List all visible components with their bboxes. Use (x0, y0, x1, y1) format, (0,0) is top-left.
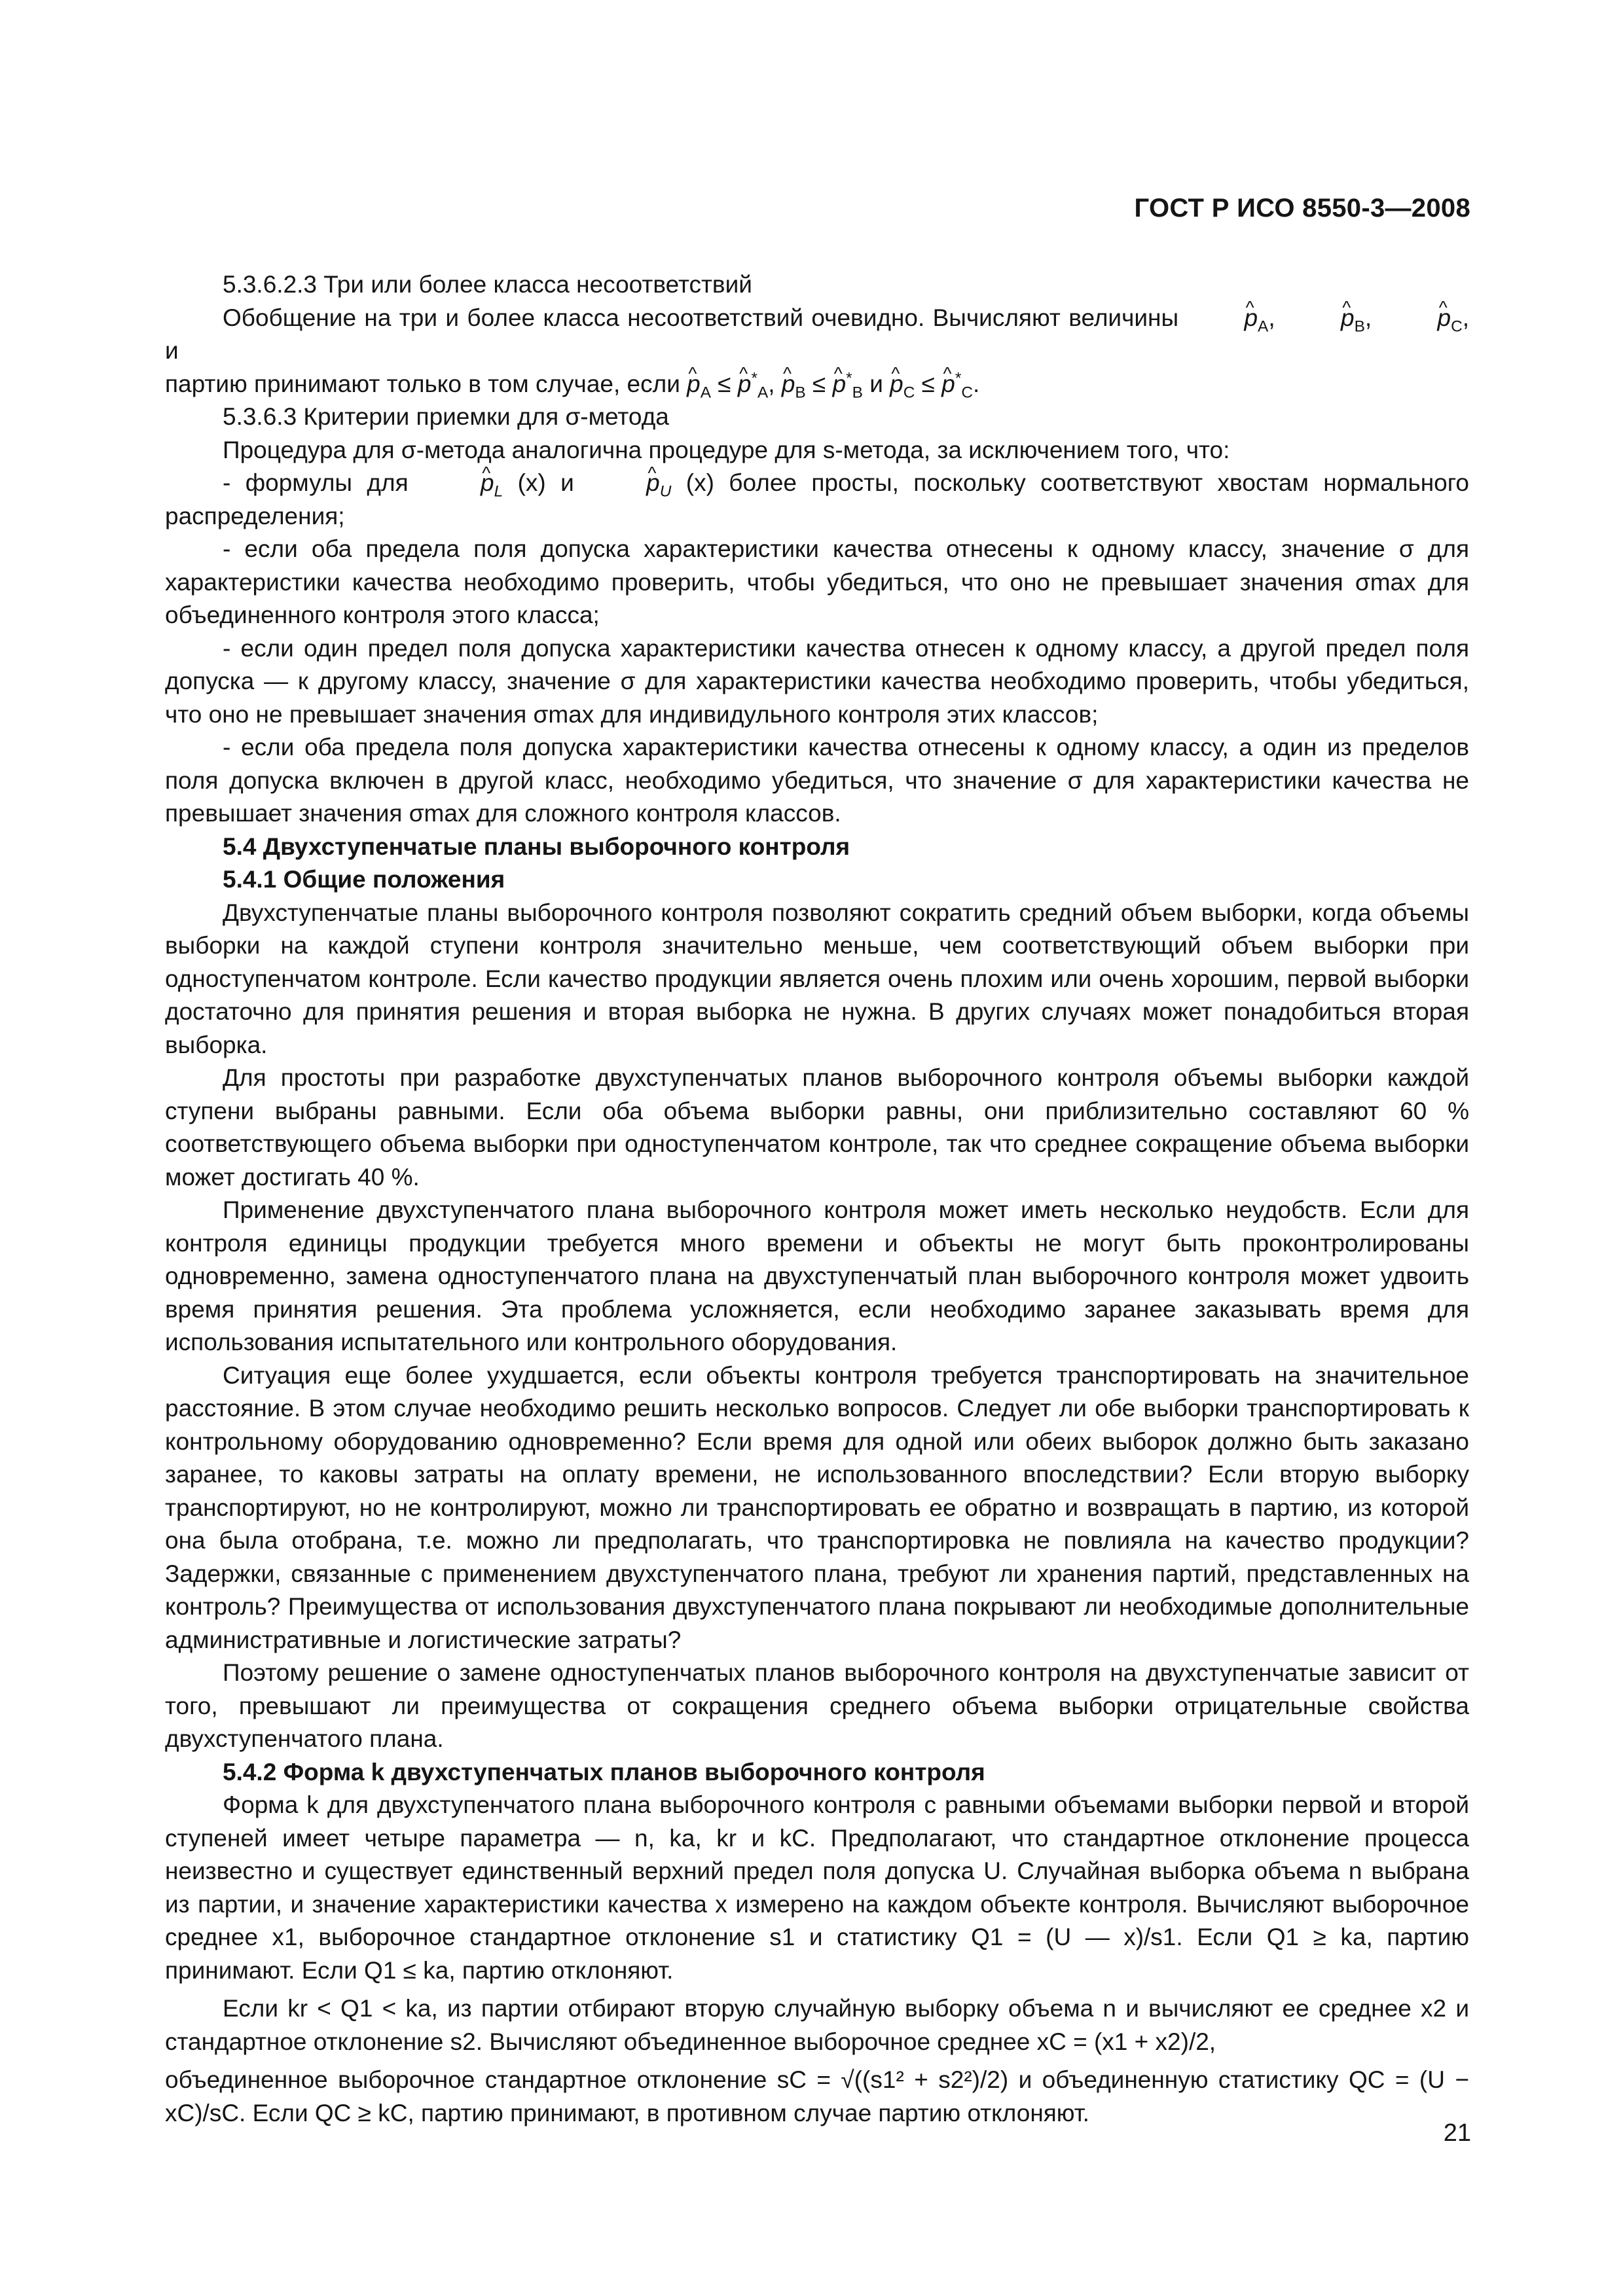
section-5-4-2-paragraph-3: объединенное выборочное стандартное отклонение sC = √((s1² + s2²)/2) и объединенную статистику QC = (U − xC)/sC. Если QC ≥ kC, партию принимают, в противном случае партию отклоняют. (165, 2066, 1469, 2126)
page-number: 21 (1443, 2119, 1471, 2147)
generalization-paragraph-cont: партию принимают только в том случае, если ^ $p_A$ ≤ ^ $p^*_A$, ^ $p_B$ ≤ ^ $p^*_B$ и ^ $p_C$ ≤ ^ $p^*_C$. (165, 368, 1469, 401)
section-5-4-1-paragraph-5: Поэтому решение о замене одноступенчатых планов выборочного контроля на двухступенчатые зависит от того, превышают ли преимущества от сокращения среднего объема выборки отрицательные свойства двухступенчатого плана. (165, 1659, 1469, 1752)
section-5-4-2-paragraph-1: Форма k для двухступенчатого плана выборочного контроля с равными объемами выборки первой и второй ступеней имеет четыре параметра — n, ka, kr и kC. Предполагают, что стандартное отклонение процесса неизвестно и существует единственный верхний предел поля допуска U. Случайная выборка объема n выбрана из партии, и значение характеристики качества x измерено на каждом объекте контроля. Вычисляют выборочное среднее x1, выборочное стандартное отклонение s1 и статистику Q1 = (U — x)/s1. Если Q1 ≥ ka, партию принимают. Если Q1 ≤ ka, партию отклоняют. (165, 1791, 1469, 1984)
sigma-method-intro: Процедура для σ-метода аналогична процедуре для s-метода, за исключением того, что: (223, 436, 1230, 463)
section-5-4-1-paragraph-1: Двухступенчатые планы выборочного контроля позволяют сократить средний объем выборки, когда объемы выборки на каждой ступени контроля значительно меньше, чем соответствующий объем выборки при одноступенчатом контроле. Если качество продукции является очень плохим или очень хорошим, первой выборки достаточно для принятия решения и вторая выборка не нужна. В других случаях может понадобиться вторая выборка. (165, 899, 1469, 1058)
document-body (165, 268, 1469, 2130)
sigma-bullet-4: - если оба предела поля допуска характеристики качества отнесены к одному классу, а один из пределов поля допуска включен в другой класс, необходимо убедиться, что значение σ для характеристики качества не превышает значения σmax для сложного контроля классов. (165, 734, 1469, 827)
section-5-3-6-3-title: 5.3.6.3 Критерии приемки для σ-метода (223, 403, 669, 430)
sigma-bullet-1: - формулы для ^ $p_L$ (x) и ^ $p_U$ (x) более просты, поскольку соответствуют хвостам нормального распределения; (165, 467, 1469, 533)
sigma-bullet-2: - если оба предела поля допуска характеристики качества отнесены к одному классу, значение σ для характеристики качества необходимо проверить, чтобы убедиться, что оно не превышает значения σmax для объединенного контроля этого класса; (165, 535, 1469, 628)
sigma-bullet-3: - если один предел поля допуска характеристики качества отнесен к одному классу, а другой предел поля допуска — к другому классу, значение σ для характеристики качества необходимо проверить, чтобы убедиться, что оно не превышает значения σmax для индивидульного контроля этих классов; (165, 634, 1469, 728)
section-5-3-6-2-3-title: 5.3.6.2.3 Три или более класса несоответствий (223, 271, 752, 298)
section-5-4-1-paragraph-3: Применение двухступенчатого плана выборочного контроля может иметь несколько неудобств. Если для контроля единицы продукции требуется много времени и объекты не могут быть проконтролированы одновременно, замена одноступенчатого плана на двухступенчатый план выборочного контроля может удвоить время принятия решения. Эта проблема усложняется, если необходимо заранее заказывать время для использования испытательного или контрольного оборудования. (165, 1196, 1469, 1355)
section-5-4-1-paragraph-2: Для простоты при разработке двухступенчатых планов выборочного контроля объемы выборки каждой ступени выбраны равными. Если оба объема выборки равны, они приблизительно составляют 60 % соответствующего объема выборки при одноступенчатом контроле, так что среднее сокращение объема выборки может достигать 40 %. (165, 1064, 1469, 1191)
document-code-header: ГОСТ Р ИСО 8550-3—2008 (1134, 194, 1470, 223)
section-5-4-2-heading: 5.4.2 Форма k двухступенчатых планов выборочного контроля (223, 1758, 985, 1785)
section-5-4-heading: 5.4 Двухступенчатые планы выборочного контроля (223, 833, 850, 860)
section-5-4-2-paragraph-2: Если kr < Q1 < ka, из партии отбирают вторую случайную выборку объема n и вычисляют ее среднее x2 и стандартное отклонение s2. Вычисляют объединенное выборочное среднее xC = (x1 + x2)/2, (165, 1995, 1469, 2055)
generalization-paragraph: Обобщение на три и более класса несоответствий очевидно. Вычисляют величины ^ $p_A$, ^ $p_B$, ^ $p_C$, и (165, 302, 1469, 368)
section-5-4-1-paragraph-4: Ситуация еще более ухудшается, если объекты контроля требуется транспортировать на значительное расстояние. В этом случае необходимо решить несколько вопросов. Следует ли обе выборки транспортировать к контрольному оборудованию одновременно? Если время для одной или обеих выборок должно быть заказано заранее, то каковы затраты на оплату времени, не использованного впоследствии? Если вторую выборку транспортируют, но не контролируют, можно ли транспортировать ее обратно и возвращать в партию, из которой она была отобрана, т.е. можно ли предполагать, что транспортировка не повлияла на качество продукции? Задержки, связанные с применением двухступенчатого плана, требуют ли хранения партий, представленных на контроль? Преимущества от использования двухступенчатого плана покрывают ли необходимые дополнительные административные и логистические затраты? (165, 1361, 1469, 1653)
section-5-4-1-heading: 5.4.1 Общие положения (223, 866, 505, 893)
